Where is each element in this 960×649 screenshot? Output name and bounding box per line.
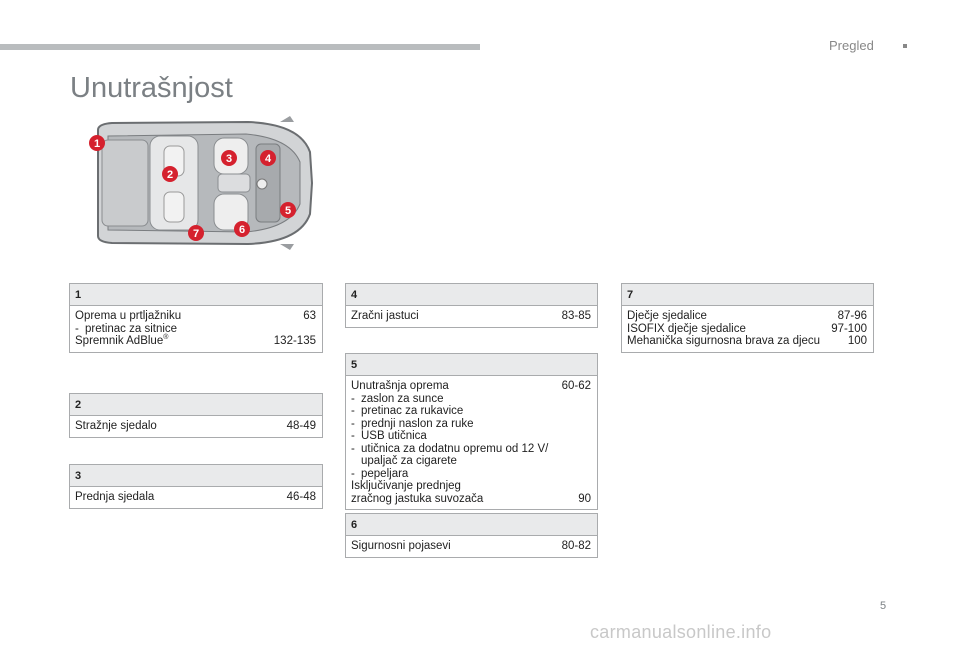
box-number: 3 bbox=[70, 465, 322, 487]
sub-entry: - USB utičnica bbox=[351, 430, 427, 442]
car-interior-diagram bbox=[78, 116, 318, 250]
header-rule bbox=[0, 44, 480, 50]
callout-5 bbox=[280, 202, 296, 218]
entry-row: ISOFIX dječje sjedalice 97-100 bbox=[627, 322, 867, 335]
entry-row: Dječje sjedalice 87-96 bbox=[627, 310, 867, 322]
entry-row: Prednja sjedala 46-48 bbox=[75, 491, 316, 503]
sub-entry: - pretinac za rukavice bbox=[351, 405, 464, 417]
sub-entry: - prednji naslon za ruke bbox=[351, 417, 474, 430]
page-number: 5 bbox=[880, 600, 887, 612]
box-number: 4 bbox=[346, 284, 597, 306]
entry-row: Isključivanje prednjeg bbox=[351, 480, 461, 492]
section-label: Pregled bbox=[829, 38, 874, 53]
svg-text:1: 1 bbox=[93, 138, 101, 150]
info-box-6 bbox=[345, 513, 598, 558]
entry-row: Mehanička sigurnosna brava za djecu 100 bbox=[627, 335, 867, 347]
box-number: 6 bbox=[346, 514, 597, 536]
callout-3 bbox=[221, 150, 237, 166]
section-marker bbox=[903, 44, 907, 48]
callout-6 bbox=[234, 221, 250, 237]
sub-entry: - pepeljara bbox=[351, 467, 409, 480]
svg-text:4: 4 bbox=[264, 153, 272, 165]
callout-2 bbox=[162, 166, 178, 182]
callout-1 bbox=[89, 135, 105, 151]
entry-row: Oprema u prtljažniku 63 bbox=[75, 310, 316, 322]
watermark: carmanualsonline.info bbox=[590, 622, 772, 642]
sub-entry: - pretinac za sitnice bbox=[75, 322, 178, 335]
info-box-5 bbox=[345, 353, 598, 510]
svg-text:3: 3 bbox=[225, 153, 233, 165]
entry-row: Stražnje sjedalo 48-49 bbox=[75, 420, 316, 432]
box-number: 1 bbox=[70, 284, 322, 306]
info-box-3 bbox=[69, 464, 323, 509]
sub-entry: - utičnica za dodatnu opremu od 12 V/ bbox=[351, 442, 549, 455]
svg-text:2: 2 bbox=[166, 169, 174, 181]
entry-row: Spremnik AdBlue® 132-135 bbox=[75, 334, 316, 347]
callout-4 bbox=[260, 150, 276, 166]
svg-text:6: 6 bbox=[238, 224, 246, 236]
info-box-7 bbox=[621, 283, 874, 353]
svg-text:5: 5 bbox=[284, 205, 292, 217]
page-title: Unutrašnjost bbox=[70, 72, 233, 104]
callout-7 bbox=[188, 225, 204, 241]
entry-row: Sigurnosni pojasevi 80-82 bbox=[351, 540, 591, 552]
box-number: 7 bbox=[622, 284, 873, 306]
info-box-4 bbox=[345, 283, 598, 328]
entry-row: Unutrašnja oprema 60-62 bbox=[351, 380, 591, 392]
info-box-1 bbox=[69, 283, 323, 353]
box-number: 2 bbox=[70, 394, 322, 416]
info-box-2 bbox=[69, 393, 323, 438]
entry-row: Zračni jastuci 83-85 bbox=[351, 310, 591, 322]
entry-row: zračnog jastuka suvozača 90 bbox=[351, 492, 591, 505]
sub-entry-continued: upaljač za cigarete bbox=[361, 455, 457, 467]
sub-entry: - zaslon za sunce bbox=[351, 392, 444, 405]
box-number: 5 bbox=[346, 354, 597, 376]
svg-text:7: 7 bbox=[192, 228, 200, 240]
